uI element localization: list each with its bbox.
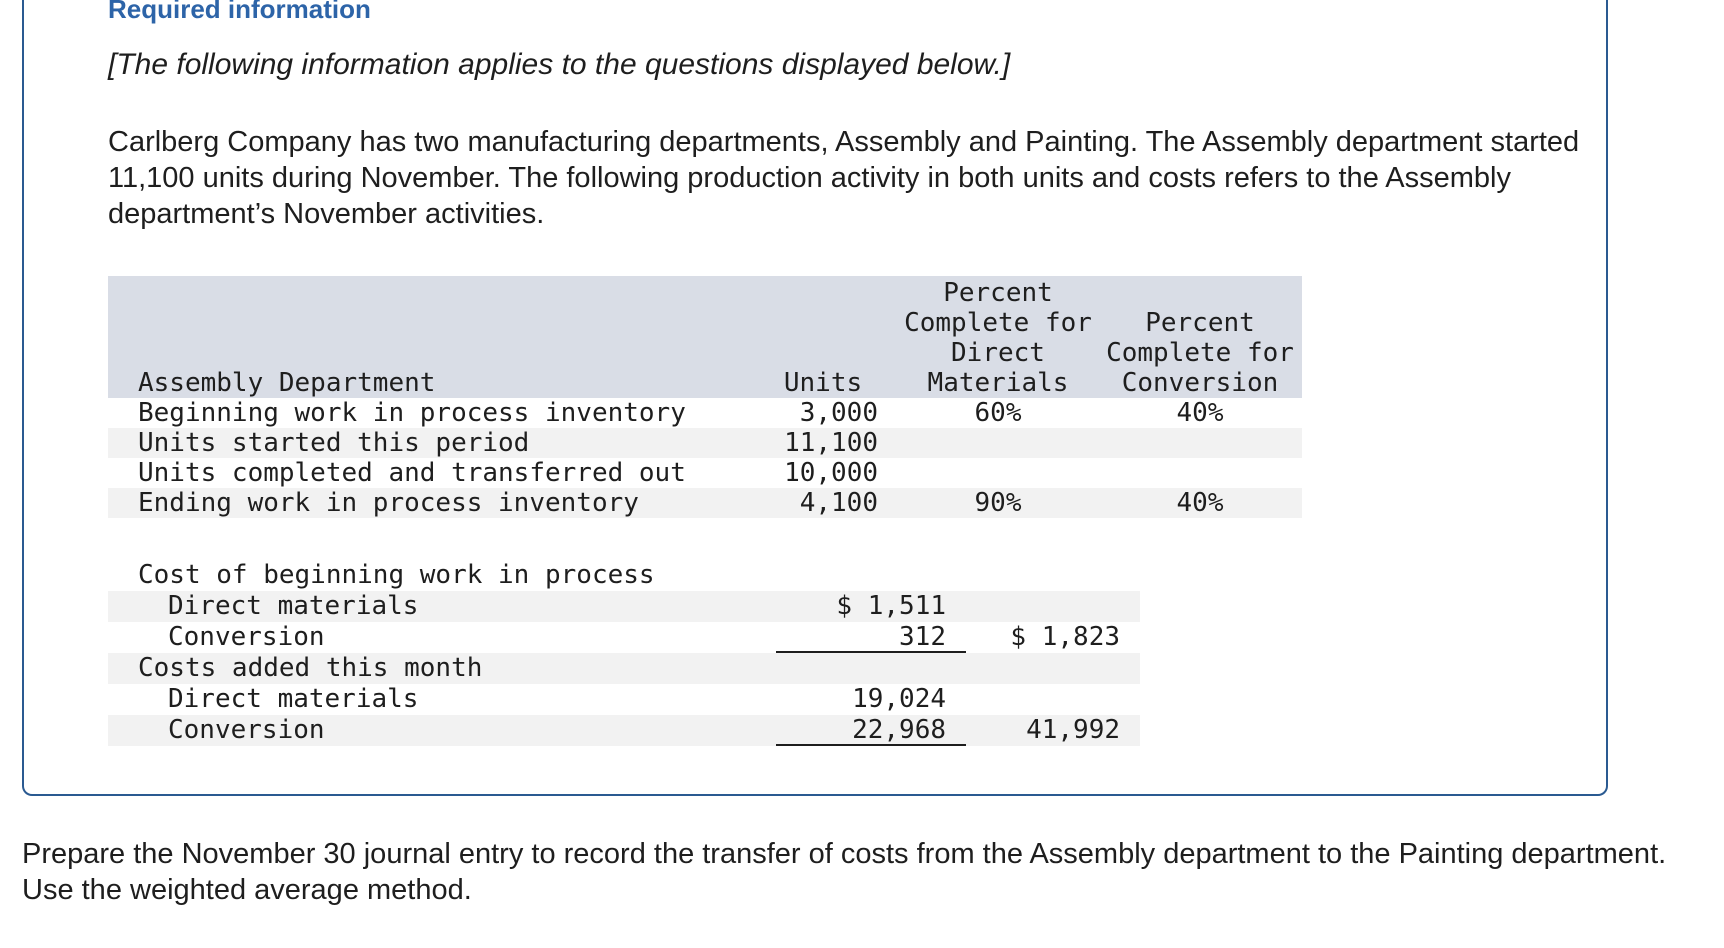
units-table	[108, 276, 1302, 518]
row-units: 3,000	[799, 398, 878, 428]
cost-row	[108, 591, 1140, 622]
table-row	[108, 398, 1302, 428]
row-dm-percent: 90%	[974, 488, 1022, 518]
cost-row	[108, 622, 1140, 653]
cost-total	[966, 653, 1140, 684]
cost-label: Conversion	[168, 715, 325, 745]
table-row	[108, 488, 1302, 518]
cost-label: Direct materials	[168, 591, 419, 621]
cost-row-heading	[108, 653, 1140, 684]
header-percent-direct-materials: Percent Complete for Direct Materials	[904, 278, 1092, 398]
cost-label: Conversion	[168, 622, 325, 652]
required-information-title: Required information	[108, 0, 371, 24]
row-dm-percent	[898, 428, 1098, 458]
row-conv-percent: 40%	[1176, 398, 1224, 428]
units-table-header	[108, 276, 1302, 398]
row-units: 10,000	[784, 458, 878, 488]
cost-amount: 22,968	[776, 715, 966, 746]
row-units: 4,100	[799, 488, 878, 518]
cost-amount	[776, 653, 966, 684]
table-row	[108, 428, 1302, 458]
cost-table	[108, 560, 1140, 746]
row-dm-percent	[898, 458, 1098, 488]
cost-total	[966, 684, 1140, 715]
row-conv-percent: 40%	[1176, 488, 1224, 518]
cost-amount	[776, 560, 966, 591]
row-dm-percent: 60%	[974, 398, 1022, 428]
row-label: Beginning work in process inventory	[138, 398, 686, 428]
row-conv-percent	[1098, 458, 1302, 488]
question-text: Prepare the November 30 journal entry to record the transfer of costs from the Assembly department to the Painting department. Use the weighted average method.	[22, 838, 1667, 906]
cost-label: Direct materials	[168, 684, 419, 714]
cost-total: $ 1,823	[1010, 622, 1120, 652]
cost-row-heading	[108, 560, 1140, 591]
cost-label: Costs added this month	[138, 653, 483, 683]
row-label: Units started this period	[138, 428, 530, 458]
cost-amount: $ 1,511	[836, 591, 946, 621]
header-units: Units	[783, 368, 863, 398]
applies-note: [The following information applies to the questions displayed below.]	[108, 48, 1011, 81]
header-percent-conversion: Percent Complete for Conversion	[1106, 308, 1294, 398]
cost-row	[108, 715, 1140, 746]
cost-amount: 312	[776, 622, 966, 653]
intro-paragraph: Carlberg Company has two manufacturing departments, Assembly and Painting. The Assembly department started 11,100 units during November. The following production activity in both units and costs refers to the Assembly department’s November activities.	[108, 126, 1580, 230]
table-row	[108, 458, 1302, 488]
cost-total	[966, 560, 1140, 591]
row-label: Ending work in process inventory	[138, 488, 639, 518]
row-units: 11,100	[784, 428, 878, 458]
cost-row	[108, 684, 1140, 715]
cost-total	[966, 591, 1140, 622]
cost-label: Cost of beginning work in process	[138, 560, 655, 590]
row-conv-percent	[1098, 428, 1302, 458]
cost-amount: 19,024	[852, 684, 946, 714]
header-assembly-department: Assembly Department	[138, 368, 436, 398]
row-label: Units completed and transferred out	[138, 458, 686, 488]
cost-total: 41,992	[1026, 715, 1120, 745]
